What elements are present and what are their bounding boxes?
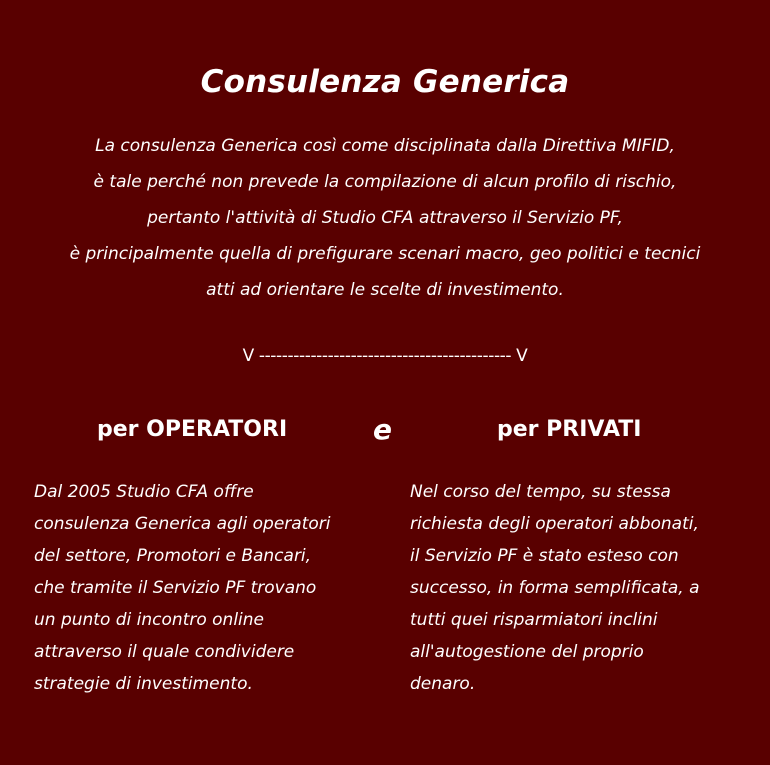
description-line: consulenza Generica agli operatori <box>34 514 331 534</box>
private-description <box>410 476 770 700</box>
intro-line: pertanto l'attività di Studio CFA attraverso il Servizio PF, <box>147 208 623 228</box>
description-line: successo, in forma semplificata, a <box>410 578 700 598</box>
intro-paragraph <box>20 128 750 308</box>
private-heading: per PRIVATI <box>497 417 642 442</box>
intro-line: è tale perché non prevede la compilazione di alcun profilo di rischio, <box>93 172 677 192</box>
intro-line: atti ad orientare le scelte di investimento. <box>206 280 564 300</box>
description-line: all'autogestione del proprio <box>410 642 644 662</box>
description-line: attraverso il quale condividere <box>34 642 295 662</box>
operators-heading: per OPERATORI <box>97 417 288 442</box>
page-title: Consulenza Generica <box>200 64 570 100</box>
operators-description <box>34 476 394 700</box>
intro-line: La consulenza Generica così come disciplinata dalla Direttiva MIFID, <box>95 136 675 156</box>
description-line: richiesta degli operatori abbonati, <box>410 514 699 534</box>
description-line: del settore, Promotori e Bancari, <box>34 546 312 566</box>
description-line: tutti quei risparmiatori inclini <box>410 610 658 630</box>
description-line: denaro. <box>410 674 476 694</box>
intro-line: è principalmente quella di prefigurare scenari macro, geo politici e tecnici <box>69 244 701 264</box>
connector-text: e <box>373 413 392 446</box>
description-line: Nel corso del tempo, su stessa <box>410 482 671 502</box>
description-line: un punto di incontro online <box>34 610 265 630</box>
description-line: il Servizio PF è stato esteso con <box>410 546 679 566</box>
description-line: che tramite il Servizio PF trovano <box>34 578 317 598</box>
section-divider: V -------------------------------------------- V <box>242 346 528 366</box>
description-line: Dal 2005 Studio CFA offre <box>34 482 254 502</box>
description-line: strategie di investimento. <box>34 674 253 694</box>
